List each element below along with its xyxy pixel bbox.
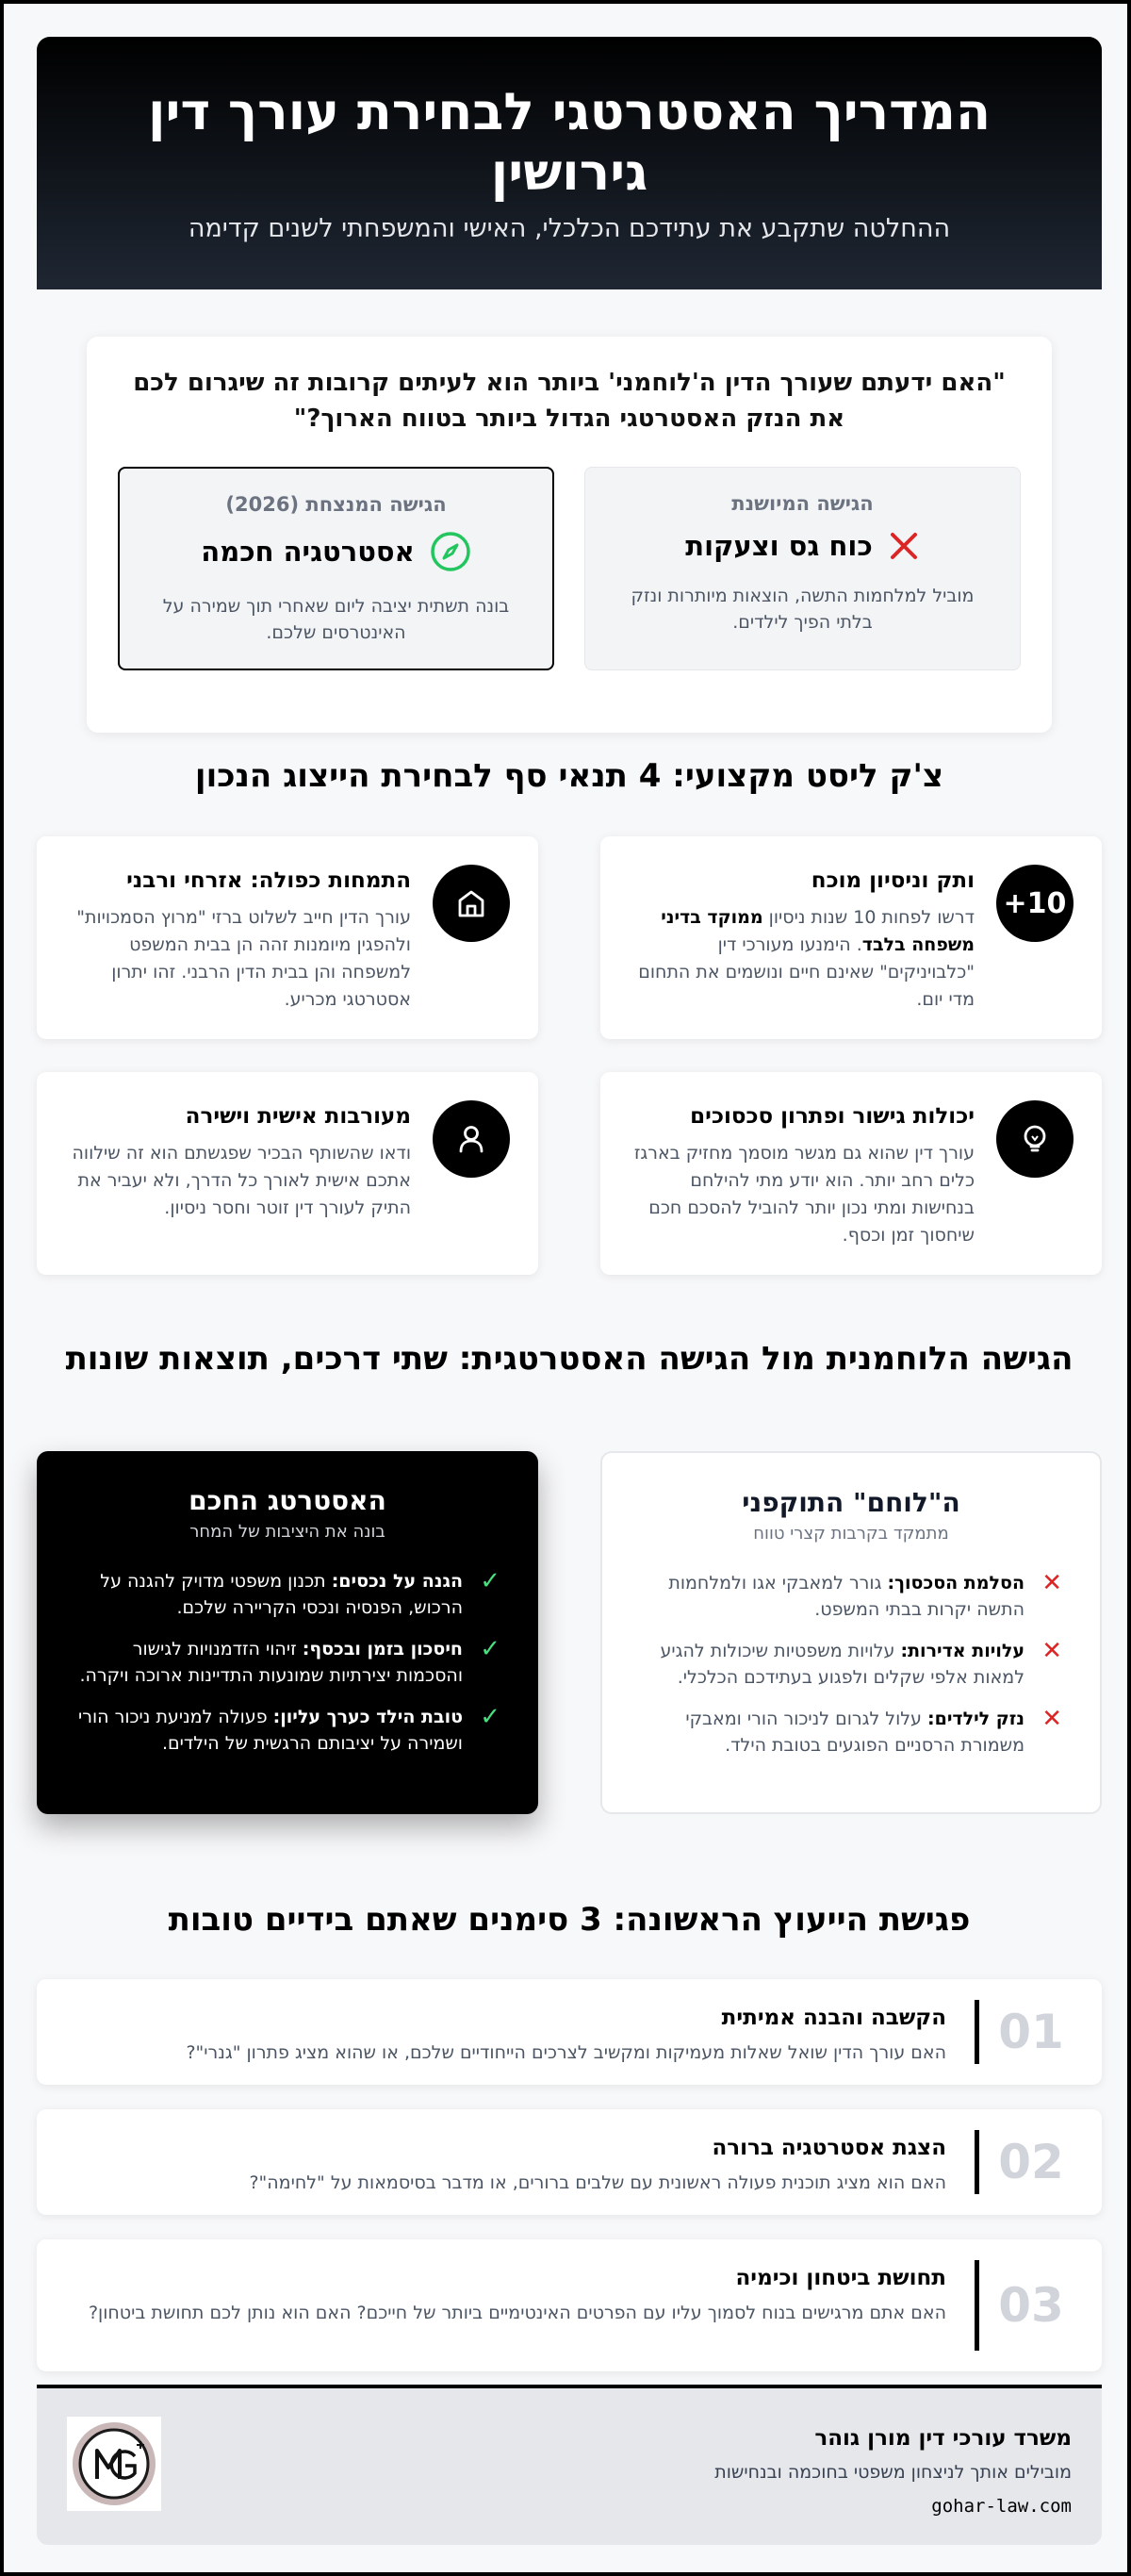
step-title: תחושת ביטחון וכימיה: [735, 2266, 946, 2290]
consultation-step: [37, 2109, 1102, 2215]
strategist-title: האסטרטג החכם: [188, 1485, 386, 1516]
strategist-subtitle: בונה את היציבות של המחר: [189, 1522, 385, 1542]
page-title: המדריך האסטרטגי לבחירת עורך דין גירושין: [147, 82, 992, 202]
fighter-subtitle: מתמקד בקרבות קצרי טווח: [753, 1524, 949, 1544]
check-icon: ✓: [480, 1567, 500, 1595]
user-icon: [433, 1100, 510, 1178]
feature-card-mediation: [600, 1072, 1102, 1275]
footer: [37, 2385, 1102, 2545]
consultation-step: [37, 2239, 1102, 2371]
list-item: ✕ הסלמת הסכסוך: גורר למאבקי אגו ולמלחמות התשה יקרות בבתי המשפט.: [668, 1569, 1062, 1620]
strategist-list: [74, 1568, 500, 1757]
step-divider: [975, 2000, 979, 2064]
x-icon: ✕: [1041, 1705, 1062, 1733]
strategist-card: [37, 1451, 538, 1814]
feature-title: התמחות כפולה: אזרחי ורבני: [126, 868, 411, 893]
feature-card-experience: [600, 836, 1102, 1039]
list-item: ✓ טובת הילד כערך עליון: פעולה למניעת ניכור הורי ושמירה על יציבותם הרגשית של הילדים.: [78, 1703, 500, 1754]
feature-text: עורך דין שהוא גם מגשר מוסמך מחזיק בארגז כלים רחב יותר. הוא יודע מתי להילחם בנחישות ומתי נכון יותר להוביל להסכם חכם שיחסוך זמן וכסף.: [633, 1143, 975, 1246]
step-number: 02: [998, 2135, 1064, 2189]
checklist-title: צ'ק ליסט מקצועי: 4 תנאי סף לבחירת הייצוג הנכון: [194, 757, 944, 795]
list-item: ✕ עלויות אדירות: עלויות משפטיות שיכולות להגיע למאות אלפי שקלים ולפגוע בעתידכם הכלכלי.: [660, 1637, 1062, 1688]
building-icon: [433, 865, 510, 942]
new-approach-tag: הגישה המנצחת (2026): [225, 493, 447, 516]
new-approach-title: אסטרטגיה חכמה: [201, 536, 415, 568]
fighter-list: [640, 1570, 1062, 1759]
step-text: האם עורך הדין שואל שאלות מעמיקות ומקשיב לצרכים הייחודיים שלכם, או שהוא מציג פתרון "גנרי"?: [186, 2042, 946, 2063]
fighter-card: [600, 1451, 1102, 1814]
feature-title: יכולות גישור ופתרון סכסוכים: [690, 1104, 975, 1129]
feature-title: מעורבות אישית וישירה: [185, 1104, 411, 1129]
x-icon: ✕: [1041, 1569, 1062, 1597]
compass-icon: [430, 531, 471, 572]
lightbulb-icon: [996, 1100, 1074, 1178]
old-approach-card: [584, 467, 1021, 670]
page-subtitle: ההחלטה שתקבע את עתידכם הכלכלי, האישי והמשפחתי לשנים קדימה: [188, 214, 951, 243]
hero-header: [37, 37, 1102, 289]
comparison-title: הגישה הלוחמנית מול הגישה האסטרטגית: שתי דרכים, תוצאות שונות: [65, 1340, 1074, 1378]
check-icon: ✓: [480, 1635, 500, 1663]
x-icon: ✕: [1041, 1637, 1062, 1665]
firm-tagline: מובילים אותך לניצחון משפטי בחוכמה ובנחישות: [714, 2462, 1072, 2483]
x-icon: [888, 530, 920, 562]
step-divider: [975, 2260, 979, 2351]
old-approach-title: כוח גס וצעקות: [685, 530, 873, 562]
step-text: האם הוא מציג תוכנית פעולה ראשונית עם שלבים ברורים, או מדבר בסיסמאות על "לחימה"?: [249, 2172, 946, 2193]
feature-text: עורך הדין חייב לשלוט ברזי "מרוץ הסמכויות" ולהפגין מיומנות זהה הן בבית המשפט למשפחה והן בבית הדין הרבני. זהו יתרון אסטרטגי מכריע.: [76, 907, 411, 1010]
feature-title: ותק וניסיון מוכח: [811, 868, 975, 893]
list-item: ✓ הגנה על נכסים: תכנון משפטי מדויק להגנה על הרכוש, הפנסיה ונכסי הקריירה שלכם.: [100, 1567, 500, 1618]
list-item: ✕ נזק לילדים: עלול לגרום לניכור הורי ומאבקי משמורת הרסניים הפוגעים בטובת הילד.: [685, 1705, 1062, 1756]
intro-quote: "האם ידעתם שעורך הדין ה'לוחמני' ביותר הוא לעיתים קרובות זה שיגרום לכם את הנזק האסטרטגי הגדול ביותר בטווח הארוך?": [133, 369, 1006, 433]
step-number: 01: [998, 2005, 1064, 2059]
check-icon: ✓: [480, 1703, 500, 1731]
intro-card: [87, 337, 1052, 733]
consultation-step: [37, 1979, 1102, 2085]
fighter-title: ה"לוחם" התוקפני: [742, 1487, 960, 1518]
website-link[interactable]: gohar-law.com: [931, 2496, 1072, 2517]
step-title: הצגת אסטרטגיה ברורה: [712, 2136, 946, 2160]
step-number: 03: [998, 2278, 1064, 2333]
old-approach-tag: הגישה המיושנת: [731, 492, 874, 515]
list-item: ✓ חיסכון בזמן ובכסף: זיהוי הזדמנויות לגישור והסכמות יצירתיות שמונעות התדיינות ארוכה ויקרה.: [79, 1635, 500, 1686]
step-title: הקשבה והבנה אמיתית: [721, 2006, 946, 2030]
step-text: האם אתם מרגישים בנוח לסמוך עליו עם הפרטים האינטימיים ביותר של חייכם? האם הוא נותן לכם תחושת ביטחון?: [88, 2303, 946, 2323]
feature-card-dual-expertise: [37, 836, 538, 1039]
feature-text: דרשו לפחות 10 שנות ניסיון ממוקד בדיני משפחה בלבד. הימנעו מעורכי דין "כלבויניקים" שאינם חיים ונושמים את התחום מדי יום.: [638, 907, 975, 1010]
feature-text: ודאו שהשותף הבכיר שפגשתם הוא זה שילווה אתכם אישית לאורך כל הדרך, ולא יעביר את התיק לעורך דין זוטר וחסר ניסיון.: [72, 1143, 411, 1218]
firm-logo: [67, 2417, 161, 2511]
consultation-title: פגישת הייעוץ הראשונה: 3 סימנים שאתם בידיים טובות: [168, 1901, 971, 1939]
new-approach-text: בונה תשתית יציבה ליום שאחרי תוך שמירה על האינטרסים שלכם.: [162, 596, 510, 643]
experience-badge: +10: [996, 865, 1074, 942]
step-divider: [975, 2130, 979, 2194]
new-approach-card: [118, 467, 554, 670]
firm-name: משרד עורכי דין מורן גוהר: [814, 2426, 1072, 2451]
feature-card-personal: [37, 1072, 538, 1275]
old-approach-text: מוביל למלחמות התשה, הוצאות מיותרות ונזק בלתי הפיך לילדים.: [631, 586, 975, 633]
